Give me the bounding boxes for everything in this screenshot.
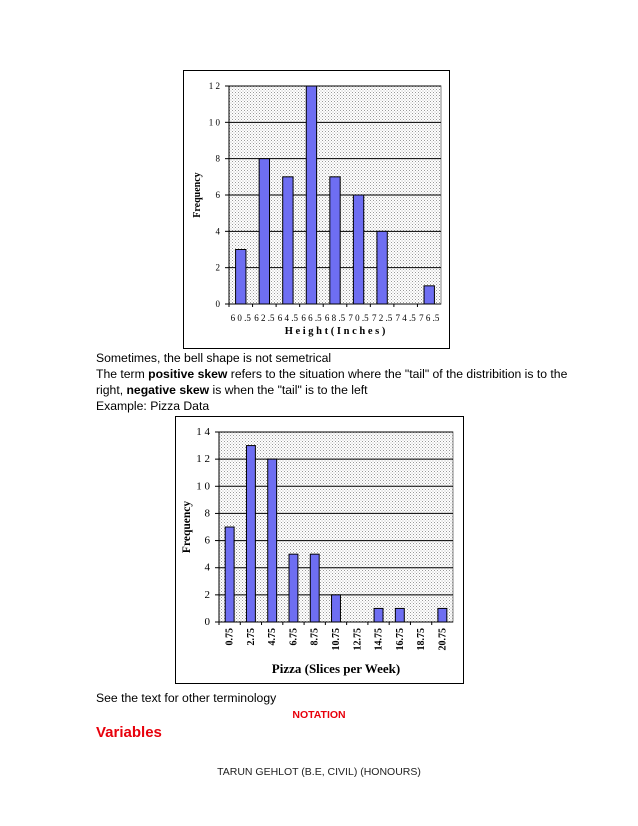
y-tick-label: 0 — [215, 299, 220, 309]
bar — [424, 286, 434, 304]
y-tick-label: 8 — [204, 507, 210, 520]
height-histogram — [183, 70, 450, 349]
bar — [268, 459, 277, 622]
x-axis-title: H e i g h t ( I n c h e s ) — [284, 326, 386, 337]
terminology-note: See the text for other terminology — [96, 691, 277, 705]
positive-skew-lead: The term — [96, 367, 149, 381]
y-tick-label: 6 — [215, 190, 220, 200]
bell-shape-sentence: Sometimes, the bell shape is not semetrical — [96, 351, 332, 365]
x-tick-label: 6 6 .5 — [301, 313, 322, 323]
x-tick-label: 20.75 — [437, 628, 449, 651]
y-axis-title: Frequency — [192, 172, 203, 218]
x-tick-label: 7 4 .5 — [395, 313, 416, 323]
bar — [225, 527, 234, 622]
bar — [246, 446, 255, 622]
bar — [259, 159, 269, 304]
y-tick-label: 1 2 — [208, 81, 220, 91]
y-tick-label: 4 — [204, 561, 210, 574]
notation-heading: NOTATION — [292, 709, 346, 721]
bar — [310, 554, 319, 622]
x-tick-label: 10.75 — [331, 628, 342, 651]
x-tick-label: 6 8 .5 — [324, 313, 346, 323]
y-tick-label: 2 — [204, 588, 210, 601]
x-tick-label: 4.75 — [267, 628, 279, 646]
pizza-histogram — [175, 416, 464, 684]
x-tick-label: 6 4 .5 — [277, 313, 299, 323]
y-tick-label: 1 2 — [196, 453, 210, 466]
x-tick-label: 6.75 — [288, 628, 300, 646]
x-tick-label: 7 6 .5 — [419, 313, 440, 323]
x-tick-label: 6 2 .5 — [254, 313, 275, 323]
bar — [306, 86, 316, 304]
height-histogram-svg — [184, 71, 449, 348]
x-tick-label: 12.75 — [352, 628, 364, 651]
x-tick-label: 14.75 — [373, 628, 385, 651]
x-tick-label: 2.75 — [245, 628, 257, 646]
y-tick-label: 8 — [215, 153, 220, 164]
bar — [283, 177, 293, 304]
x-tick-label: 7 0 .5 — [348, 313, 369, 323]
positive-skew-sentence — [96, 366, 567, 382]
y-tick-label: 0 — [204, 616, 210, 628]
bar — [289, 554, 298, 622]
negative-skew-sentence — [96, 382, 368, 398]
positive-skew-term: positive skew — [148, 367, 228, 381]
author-footer: TARUN GEHLOT (B.E, CIVIL) (HONOURS) — [217, 766, 421, 778]
y-axis-title: Frequency — [181, 500, 193, 554]
y-tick-label: 2 — [215, 262, 220, 273]
x-tick-label: 6 0 .5 — [230, 313, 251, 323]
example-label: Example: Pizza Data — [96, 399, 210, 413]
bar — [374, 608, 383, 622]
negative-skew-rest: is when the "tail" is to the left — [209, 383, 368, 397]
pizza-histogram-svg — [176, 417, 463, 683]
x-axis-title: Pizza (Slices per Week) — [271, 661, 401, 676]
negative-skew-lead: right, — [96, 383, 127, 397]
y-tick-label: 1 4 — [196, 426, 210, 438]
bar — [438, 608, 447, 622]
positive-skew-rest: refers to the situation where the "tail" of the distribition is to the — [227, 367, 568, 381]
bar — [377, 231, 387, 304]
bar — [330, 177, 340, 304]
y-tick-label: 6 — [204, 534, 210, 547]
x-tick-label: 0.75 — [224, 628, 236, 646]
negative-skew-term: negative skew — [126, 383, 210, 397]
x-tick-label: 18.75 — [416, 628, 428, 651]
bar — [395, 608, 404, 622]
x-tick-label: 7 2 .5 — [371, 313, 393, 323]
variables-heading: Variables — [96, 724, 162, 741]
x-tick-label: 8.75 — [309, 628, 321, 646]
bar — [236, 250, 246, 305]
x-tick-label: 16.75 — [394, 628, 406, 651]
y-tick-label: 1 0 — [196, 480, 210, 493]
y-tick-label: 4 — [215, 226, 220, 237]
bar — [353, 195, 363, 304]
bar — [332, 595, 341, 622]
y-tick-label: 1 0 — [208, 117, 220, 128]
